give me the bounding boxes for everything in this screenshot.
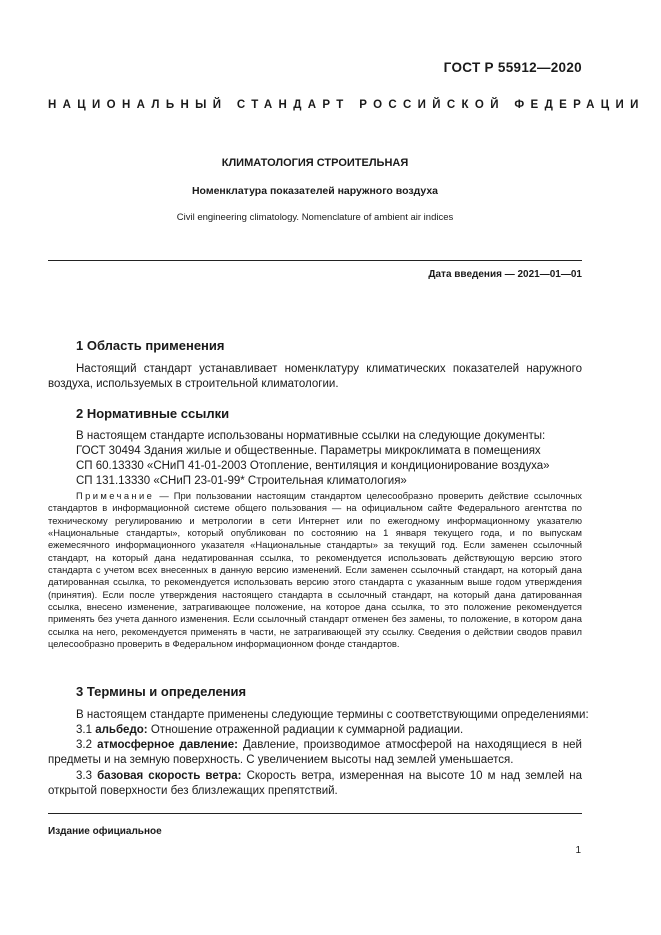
footer-divider (48, 813, 582, 814)
section-3-heading: 3 Термины и определения (76, 684, 247, 699)
term-definition (48, 738, 582, 769)
english-title: Civil engineering climatology. Nomenclature of ambient air indices (176, 212, 454, 223)
introduction-date: Дата введения — 2021—01—01 (428, 269, 582, 280)
national-standard-banner: НАЦИОНАЛЬНЫЙ СТАНДАРТ РОССИЙСКОЙ ФЕДЕРАЦИИ (48, 99, 645, 111)
term-text: Давление, производимое атмосферой на находящиеся в ней предметы и на земную поверхность. С увеличением высоты над землей уменьшается. (48, 739, 582, 767)
edition-label: Издание официальное (48, 826, 162, 837)
term-definition (76, 723, 463, 738)
document-subtitle: Номенклатура показателей наружного воздуха (191, 185, 439, 197)
section-2-intro: В настоящем стандарте использованы нормативные ссылки на следующие документы: (76, 430, 546, 442)
note-text: — При пользовании настоящим стандартом целесообразно проверить действие ссылочных стандартов в информационной системе общего пользования — на официальном сайте Федерального агентства по техническому регулированию и метрологии в сети Интернет или по ежегодному информационному указателю «Национальные стандарты», который опубликован по состоянию на 1 января текущего года, и по выпускам ежемесячного информационного указателя «Национальные стандарты» за текущий год. Если заменен ссылочный стандарт, на который дана недатированная ссылка, то рекомендуется использовать действующую версию этого стандарта с учетом всех внесенных в данную версию изменений. Если заменен ссылочный стандарт, на который дана датированная ссылка, то рекомендуется использовать версию этого стандарта с указанным выше годом утверждения (принятия). Если после утверждения настоящего стандарта в ссылочный стандарт, на который дана датированная ссылка, внесено изменение, затрагивающее положение, на которое дана ссылка, то это положение рекомендуется применять без учета данного изменения. Если ссылочный стандарт отменен без замены, то положение, в котором дана ссылка на него, рекомендуется применять в части, не затрагивающей эту ссылку. Сведения о действии сводов правил целесообразно проверить в Федеральном информационном фонде стандартов. (48, 490, 582, 650)
document-number: ГОСТ Р 55912—2020 (443, 60, 582, 75)
section-2-heading: 2 Нормативные ссылки (76, 406, 230, 421)
reference-item: СП 131.13330 «СНиП 23-01-99* Строительная климатология» (76, 475, 407, 487)
title-divider (48, 260, 582, 261)
section-1-heading: 1 Область применения (76, 338, 225, 353)
term-number: 3.2 (76, 739, 98, 751)
note-paragraph (48, 490, 582, 650)
reference-item: СП 60.13330 «СНиП 41-01-2003 Отопление, вентиляция и кондиционирование воздуха» (76, 460, 550, 472)
term-name: базовая скорость ветра: (97, 770, 242, 782)
term-text: Скорость ветра, измеренная на высоте 10 м над землей на открытой поверхности без близлежащих препятствий. (48, 770, 582, 798)
term-number: 3.1 (76, 724, 96, 736)
term-definition (48, 769, 582, 800)
term-number: 3.3 (76, 770, 98, 782)
term-name: атмосферное давление: (97, 739, 238, 751)
page-number: 1 (575, 845, 581, 856)
term-name: альбедо: (95, 724, 148, 736)
note-label: Примечание (76, 490, 155, 501)
reference-item: ГОСТ 30494 Здания жилые и общественные. Параметры микроклимата в помещениях (76, 445, 541, 457)
section-3-intro: В настоящем стандарте применены следующие термины с соответствующими определениями: (76, 709, 589, 721)
section-1-text: Настоящий стандарт устанавливает номенклатуру климатических показателей наружного воздуха, используемых в строительной климатологии. (48, 363, 582, 391)
term-text: Отношение отраженной радиации к суммарной радиации. (147, 724, 464, 736)
document-title: КЛИМАТОЛОГИЯ СТРОИТЕЛЬНАЯ (221, 157, 409, 169)
